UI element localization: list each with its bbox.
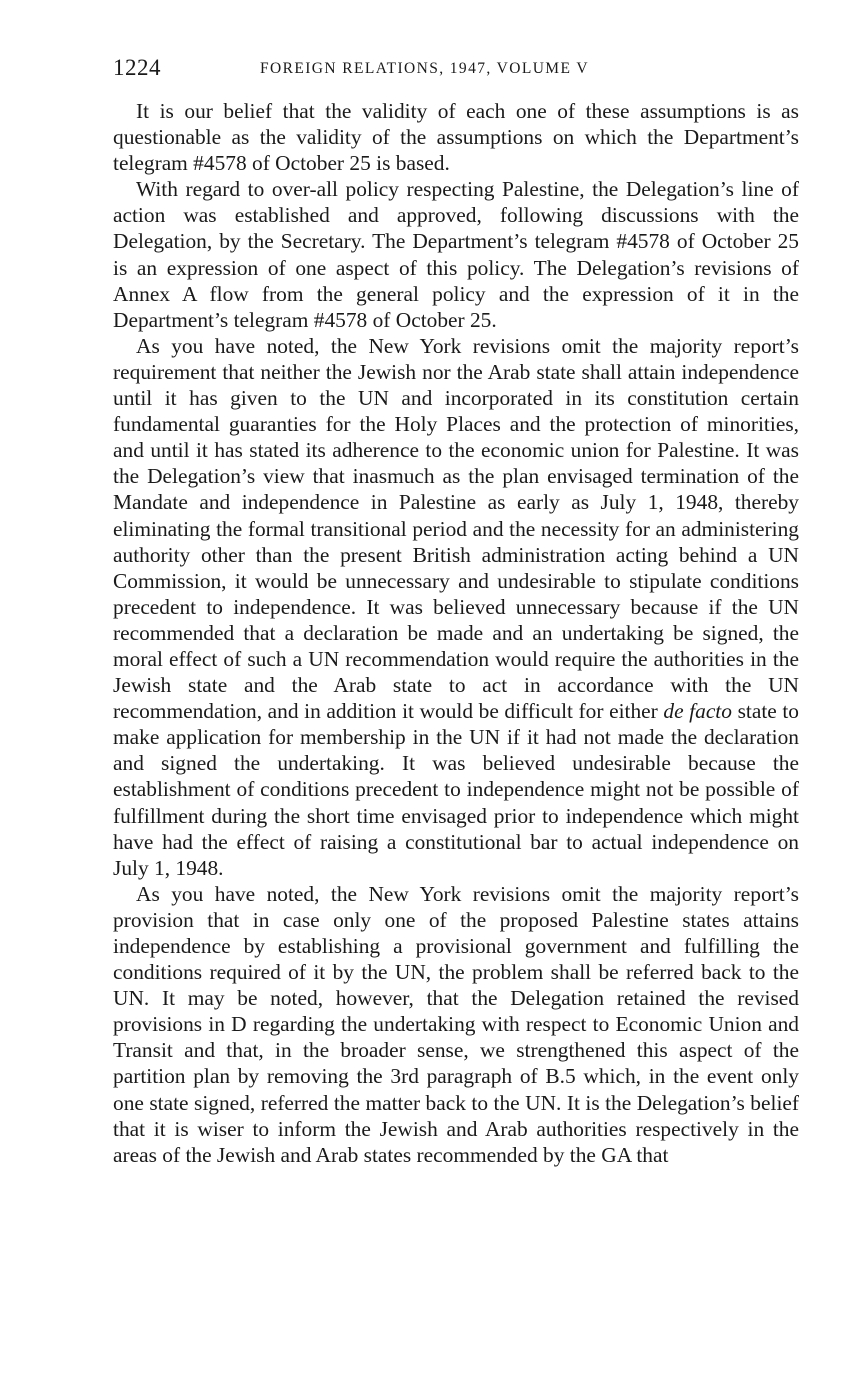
page-number: 1224 bbox=[113, 55, 161, 80]
paragraph-3-part-1: As you have noted, the New York revisions omit the majority report’s requirement that neither the Jewish nor the Arab state shall attain independence until it has given to the UN and incorporated in its constitution certain fundamental guaranties for the Holy Places and the protection of minorities, and until it has stated its adherence to the economic union for Palestine. It was the Delegation’s view that inasmuch as the plan envisaged termination of the Mandate and independence in Palestine as early as July 1, 1948, thereby eliminating the formal transitional period and the necessity for an administering authority other than the present British administration acting behind a UN Commission, it would be unnecessary and undesirable to stipulate conditions precedent to independence. It was believed unnecessary because if the UN recommended that a declaration be made and an undertaking be signed, the moral effect of such a UN recommendation would require the authorities in the Jewish state and the Arab state to act in accordance with the UN recommendation, and in addition it would be difficult for either bbox=[113, 333, 799, 724]
italic-term: de facto bbox=[663, 699, 732, 724]
page-header bbox=[113, 55, 799, 83]
paragraph-1: It is our belief that the validity of each one of these assumptions is as questionable as the validity of the assumptions on which the Department’s telegram #4578 of October 25 is based. bbox=[113, 99, 799, 176]
running-title: FOREIGN RELATIONS, 1947, VOLUME V bbox=[260, 60, 589, 77]
body-text bbox=[113, 98, 799, 1168]
paragraph-4: As you have noted, the New York revisions omit the majority report’s provision that in case only one of the proposed Palestine states attains independence by establishing a provisional government and fulfilling the conditions required of it by the UN, the problem shall be referred back to the UN. It may be noted, however, that the Delegation retained the revised provisions in D regarding the undertaking with respect to Economic Union and Transit and that, in the broader sense, we strengthened this aspect of the partition plan by removing the 3rd paragraph of B.5 which, in the event only one state signed, referred the matter back to the UN. It is the Delegation’s belief that it is wiser to inform the Jewish and Arab authorities respectively in the areas of the Jewish and Arab states recommended by the GA that bbox=[113, 881, 799, 1167]
paragraph-3-part-2: state to make application for membership in the UN if it had not made the declaration and signed the undertaking. It was believed undesirable because the establishment of conditions precedent to independence might not be possible of fulfillment during the short time envisaged prior to independence which might have had the effect of raising a constitutional bar to actual independence on July 1, 1948. bbox=[113, 699, 799, 880]
paragraph-3 bbox=[113, 333, 799, 881]
paragraph-2: With regard to over-all policy respecting Palestine, the Delegation’s line of action was established and approved, following discussions with the Delegation, by the Secretary. The Department’s telegram #4578 of October 25 is an expression of one aspect of this policy. The Delegation’s revisions of Annex A flow from the general policy and the expression of it in the Department’s telegram #4578 of October 25. bbox=[113, 177, 799, 332]
